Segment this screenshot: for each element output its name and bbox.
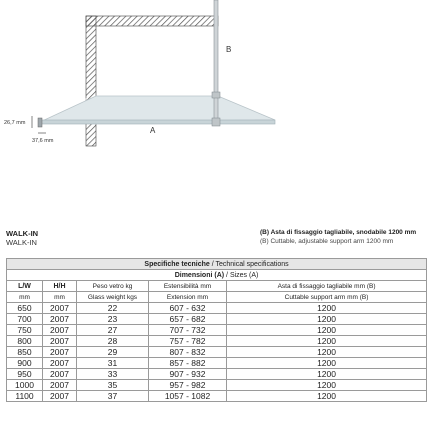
support-arm-note-en: (B) Cuttable, adjustable support arm 1200 mm (260, 238, 394, 245)
table-row (7, 314, 427, 325)
table-row (7, 358, 427, 369)
cell-arm: 1200 (227, 369, 427, 380)
cell-width: 950 (7, 369, 43, 380)
col-subheader: Glass weight kgs (77, 292, 149, 303)
cell-height: 2007 (43, 347, 77, 358)
cell-width: 850 (7, 347, 43, 358)
cell-height: 2007 (43, 314, 77, 325)
cell-weight: 23 (77, 314, 149, 325)
tech-spec-en: / Technical specifications (209, 260, 289, 268)
sizes-header (7, 270, 427, 281)
cell-height: 2007 (43, 369, 77, 380)
table-row (7, 347, 427, 358)
cell-weight: 27 (77, 325, 149, 336)
dim-width-label: 37,6 mm (32, 138, 54, 144)
cell-width: 900 (7, 358, 43, 369)
wall-profile (38, 118, 42, 127)
cell-arm: 1200 (227, 380, 427, 391)
cell-arm: 1200 (227, 391, 427, 402)
glass-panel (40, 96, 275, 124)
product-title-block (6, 229, 426, 251)
table-row (7, 380, 427, 391)
col-header: Asta di fissaggio tagliabile mm (B) (227, 281, 427, 292)
column-headers-it (7, 281, 427, 292)
cell-height: 2007 (43, 303, 77, 314)
cell-extension: 807 - 832 (149, 347, 227, 358)
label-b: B (226, 45, 232, 54)
cell-weight: 22 (77, 303, 149, 314)
support-arm-note: (B) Asta di fissaggio tagliabile, snodabile 1200 mm (260, 229, 417, 236)
cell-width: 750 (7, 325, 43, 336)
table-row (7, 303, 427, 314)
cell-arm: 1200 (227, 336, 427, 347)
cell-weight: 28 (77, 336, 149, 347)
cell-height: 2007 (43, 391, 77, 402)
cell-height: 2007 (43, 380, 77, 391)
table-row (7, 325, 427, 336)
cell-arm: 1200 (227, 358, 427, 369)
cell-extension: 707 - 732 (149, 325, 227, 336)
cell-weight: 29 (77, 347, 149, 358)
table-row (7, 369, 427, 380)
cell-extension: 757 - 782 (149, 336, 227, 347)
col-header: Estensibilità mm (149, 281, 227, 292)
cell-weight: 31 (77, 358, 149, 369)
col-header: Peso vetro kg (77, 281, 149, 292)
col-subheader: mm (43, 292, 77, 303)
cell-extension: 1057 - 1082 (149, 391, 227, 402)
cell-extension: 907 - 932 (149, 369, 227, 380)
cell-arm: 1200 (227, 314, 427, 325)
col-header: H/H (43, 281, 77, 292)
cell-height: 2007 (43, 336, 77, 347)
tech-spec-it: Specifiche tecniche (144, 260, 210, 268)
dimension-width (32, 133, 54, 144)
cell-height: 2007 (43, 358, 77, 369)
col-subheader: mm (7, 292, 43, 303)
cell-extension: 857 - 882 (149, 358, 227, 369)
cell-extension: 957 - 982 (149, 380, 227, 391)
cell-weight: 37 (77, 391, 149, 402)
product-name-sub: WALK-IN (6, 238, 37, 247)
cell-arm: 1200 (227, 347, 427, 358)
label-a: A (150, 126, 156, 135)
cell-extension: 657 - 682 (149, 314, 227, 325)
dimension-thickness (4, 116, 32, 128)
cell-extension: 607 - 632 (149, 303, 227, 314)
spec-table (6, 258, 427, 402)
cell-width: 1100 (7, 391, 43, 402)
col-subheader: Extension mm (149, 292, 227, 303)
table-row (7, 336, 427, 347)
cell-width: 1000 (7, 380, 43, 391)
col-header: L/W (7, 281, 43, 292)
cell-weight: 33 (77, 369, 149, 380)
dim-thickness-label: 26,7 mm (4, 120, 26, 126)
cell-arm: 1200 (227, 325, 427, 336)
product-name: WALK-IN (6, 229, 39, 238)
sizes-en: / Sizes (A) (224, 271, 259, 279)
sizes-a: (A) (214, 271, 225, 279)
tech-spec-header (7, 259, 427, 270)
cell-weight: 35 (77, 380, 149, 391)
sizes-it: Dimensioni (174, 271, 213, 279)
cell-width: 650 (7, 303, 43, 314)
cell-width: 700 (7, 314, 43, 325)
cell-height: 2007 (43, 325, 77, 336)
cell-width: 800 (7, 336, 43, 347)
table-row (7, 391, 427, 402)
col-subheader: Cuttable support arm mm (B) (227, 292, 427, 303)
column-headers-en (7, 292, 427, 303)
cell-arm: 1200 (227, 303, 427, 314)
